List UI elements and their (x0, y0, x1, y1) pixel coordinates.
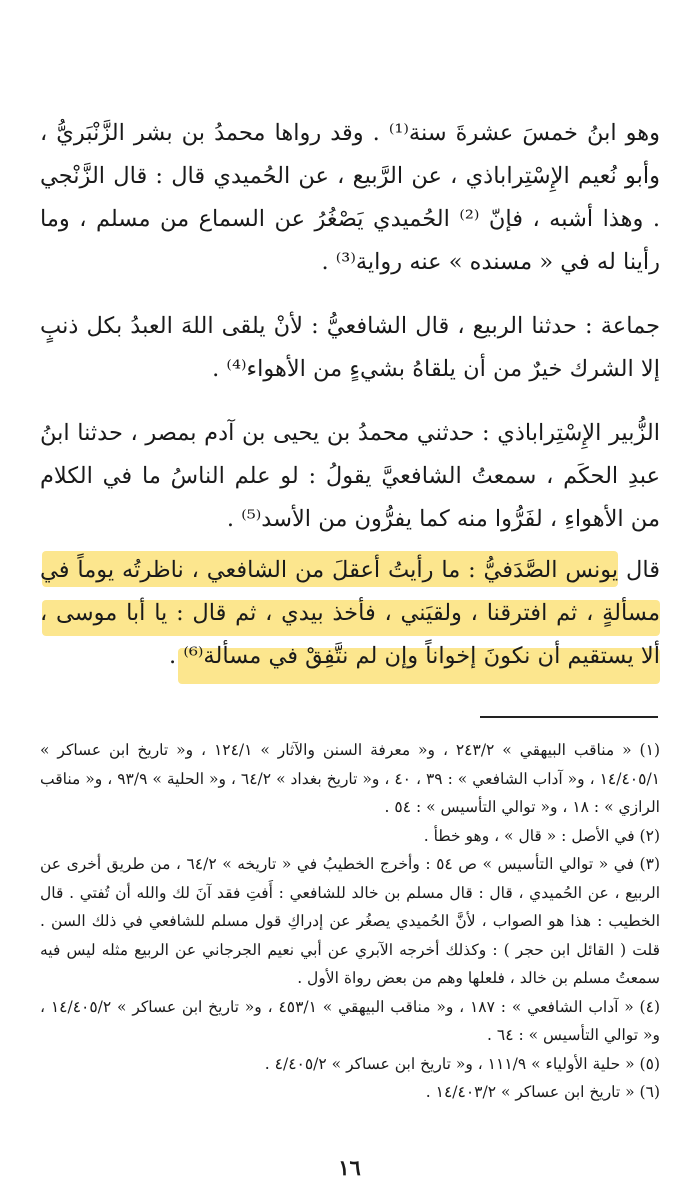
footnote-6: (٦) « تاريخ ابن عساكر » ١٤/٤٠٣/٢ . (425, 1083, 660, 1101)
footnote-3: (٣) في « توالي التأسيس » ص ٥٤ : وأخرج الخطيبُ في « تاريخه » ٦٤/٢ ، من طريق أخرى عن الربيع ، عن الحُميدي ، قال : قال مسلم بن خالد للشافعي : أَفتِ فقد آنَ لك والله أن تُفتي . قال الخطيب : هذا هو الصواب ، لأنَّ الحُميدي يصغُر عن إدراكِ قول مسلم للشافعي في ذلك السن . قلت ( القائل ابن حجر ) : وكذلك أخرجه الآبري عن أبي نعيم الجرجاني عن الربيع مثله ليس فيه سمعتُ مسلم بن خالد ، فلعلها وهم من بعض رواة الأول . (40, 855, 660, 987)
paragraph-3: الزُّبير الإِسْتِراباذي : حدثني محمدُ بن يحيى بن آدم بمصر ، حدثنا ابنُ عبدِ الحكَم ، سمعتُ الشافعيَّ يقولُ : لو علم الناسُ ما في الكلام من الأهواءِ ، لفَرُّوا منه كما يفرُّون من الأسد⁽⁵⁾ . (40, 420, 660, 532)
footnotes (40, 736, 660, 1107)
footnote-divider (480, 716, 658, 718)
footnote-5: (٥) « حلية الأولياء » ١١١/٩ ، و« تاريخ ابن عساكر » ٤/٤٠٥/٢ . (264, 1054, 660, 1073)
footnote-1: (١) « مناقب البيهقي » ٢٤٣/٢ ، و« معرفة السنن والآثار » ١٢٤/١ ، و« تاريخ ابن عساكر » ١٤/٤٠٥/١ ، و« آداب الشافعي » : ٣٩ ، ٤٠ ، و« تاريخ بغداد » ٦٤/٢ ، و« الحلية » ٩٣/٩ ، و« مناقب الرازي » : ١٨ ، و« توالي التأسيس » : ٥٤ . (40, 741, 660, 816)
main-text (40, 412, 660, 541)
paragraph-2: جماعة : حدثنا الربيع ، قال الشافعيُّ : لأنْ يلقى اللهَ العبدُ بكل ذنبٍ إلا الشرك خيرٌ من أن يلقاهُ بشيءٍ من الأهواء⁽⁴⁾ . (40, 313, 660, 382)
footnote-2: (٢) في الأصل : « قال » ، وهو خطأ . (423, 826, 660, 845)
paragraph-1: وهو ابنُ خمسَ عشرةَ سنة⁽¹⁾ . وقد رواها محمدُ بن بشر الزَّنْبَريُّ ، وأبو نُعيم الإِسْتِراباذي ، عن الرَّبيع ، عن الحُميدي قال : قال الزَّنْجي . وهذا أشبه ، فإنّ ⁽²⁾ الحُميدي يَصْغُرُ عن السماع من مسلم ، وما رأينا له في « مسنده » عنه رواية⁽³⁾ . (40, 120, 660, 275)
main-text (40, 305, 660, 391)
main-text (40, 112, 660, 284)
page-number: ١٦ (338, 1155, 361, 1180)
footnote-4: (٤) « آداب الشافعي » : ١٨٧ ، و« مناقب البيهقي » ٤٥٣/١ ، و« تاريخ ابن عساكر » ١٤/٤٠٥/٢ ، و« توالي التأسيس » : ٦٤ . (40, 997, 660, 1044)
paragraph-4: قال يونس الصَّدَفيُّ : ما رأيتُ أعقلَ من الشافعي ، ناظرتُه يوماً في مسألةٍ ، ثم افترقنا ، ولقيَني ، فأخذ بيدي ، ثم قال : يا أبا موسى ، ألا يستقيم أن نكونَ إخواناً وإن لم نتَّفِقْ في مسألة⁽⁶⁾ . (40, 557, 660, 669)
main-text (40, 549, 660, 678)
